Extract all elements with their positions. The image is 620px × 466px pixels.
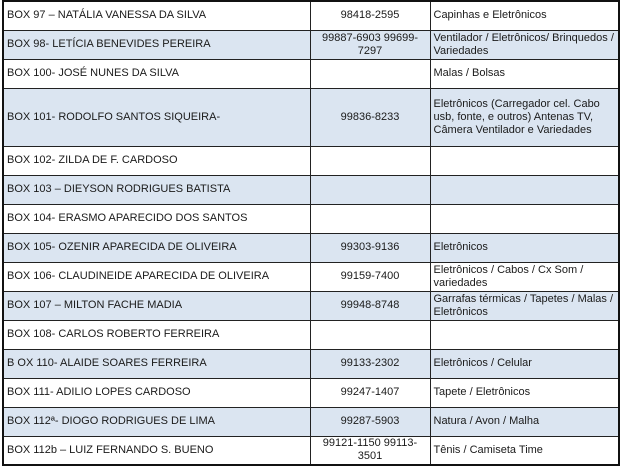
table-row (3, 146, 619, 175)
stall-phone (310, 320, 430, 349)
table-row (3, 30, 619, 59)
stall-category: Eletrônicos (430, 233, 619, 262)
stall-phone: 99133-2302 (310, 349, 430, 378)
stall-name: BOX 112b – LUIZ FERNANDO S. BUENO (3, 436, 310, 465)
stall-phone: 99121-1150 99113-3501 (310, 436, 430, 465)
table-row (3, 436, 619, 465)
table-row (3, 175, 619, 204)
stall-category (430, 175, 619, 204)
table-row (3, 407, 619, 436)
stall-category (430, 146, 619, 175)
stall-category: Ventilador / Eletrônicos/ Brinquedos / Variedades (430, 30, 619, 59)
table-row (3, 320, 619, 349)
table-row (3, 59, 619, 88)
table-row (3, 349, 619, 378)
stall-name: BOX 111- ADILIO LOPES CARDOSO (3, 378, 310, 407)
stall-phone: 99836-8233 (310, 88, 430, 146)
stall-name: BOX 106- CLAUDINEIDE APARECIDA DE OLIVEIRA (3, 262, 310, 291)
stall-name: BOX 107 – MILTON FACHE MADIA (3, 291, 310, 320)
stall-category: Tênis / Camiseta Time (430, 436, 619, 465)
stall-name: BOX 103 – DIEYSON RODRIGUES BATISTA (3, 175, 310, 204)
stall-phone: 99948-8748 (310, 291, 430, 320)
stall-name: BOX 105- OZENIR APARECIDA DE OLIVEIRA (3, 233, 310, 262)
table-row (3, 291, 619, 320)
table-row (3, 204, 619, 233)
stall-directory-table (2, 0, 620, 466)
stall-phone: 99287-5903 (310, 407, 430, 436)
stall-category: Tapete / Eletrônicos (430, 378, 619, 407)
table-row (3, 262, 619, 291)
stall-category: Capinhas e Eletrônicos (430, 1, 619, 30)
stall-name: BOX 108- CARLOS ROBERTO FERREIRA (3, 320, 310, 349)
table-row (3, 233, 619, 262)
stall-phone: 98418-2595 (310, 1, 430, 30)
stall-name: B OX 110- ALAIDE SOARES FERREIRA (3, 349, 310, 378)
stall-phone (310, 175, 430, 204)
table-row (3, 378, 619, 407)
stall-phone: 99887-6903 99699-7297 (310, 30, 430, 59)
table-row (3, 88, 619, 146)
stall-phone (310, 59, 430, 88)
stall-name: BOX 102- ZILDA DE F. CARDOSO (3, 146, 310, 175)
stall-category: Garrafas térmicas / Tapetes / Malas / Eletrônicos (430, 291, 619, 320)
stall-phone (310, 146, 430, 175)
stall-phone: 99303-9136 (310, 233, 430, 262)
stall-phone: 99159-7400 (310, 262, 430, 291)
stall-name: BOX 104- ERASMO APARECIDO DOS SANTOS (3, 204, 310, 233)
stall-category: Eletrônicos / Cabos / Cx Som / variedades (430, 262, 619, 291)
stall-category: Malas / Bolsas (430, 59, 619, 88)
stall-name: BOX 97 – NATÁLIA VANESSA DA SILVA (3, 1, 310, 30)
stall-name: BOX 101- RODOLFO SANTOS SIQUEIRA- (3, 88, 310, 146)
stall-name: BOX 112ª- DIOGO RODRIGUES DE LIMA (3, 407, 310, 436)
stall-phone (310, 204, 430, 233)
stall-name: BOX 100- JOSÉ NUNES DA SILVA (3, 59, 310, 88)
stall-category: Natura / Avon / Malha (430, 407, 619, 436)
stall-category (430, 320, 619, 349)
table-row (3, 1, 619, 30)
stall-name: BOX 98- LETÍCIA BENEVIDES PEREIRA (3, 30, 310, 59)
stall-category: Eletrônicos / Celular (430, 349, 619, 378)
stall-category (430, 204, 619, 233)
stall-phone: 99247-1407 (310, 378, 430, 407)
stall-category: Eletrônicos (Carregador cel. Cabo usb, fonte, e outros) Antenas TV, Câmera Ventilador e Variedades (430, 88, 619, 146)
